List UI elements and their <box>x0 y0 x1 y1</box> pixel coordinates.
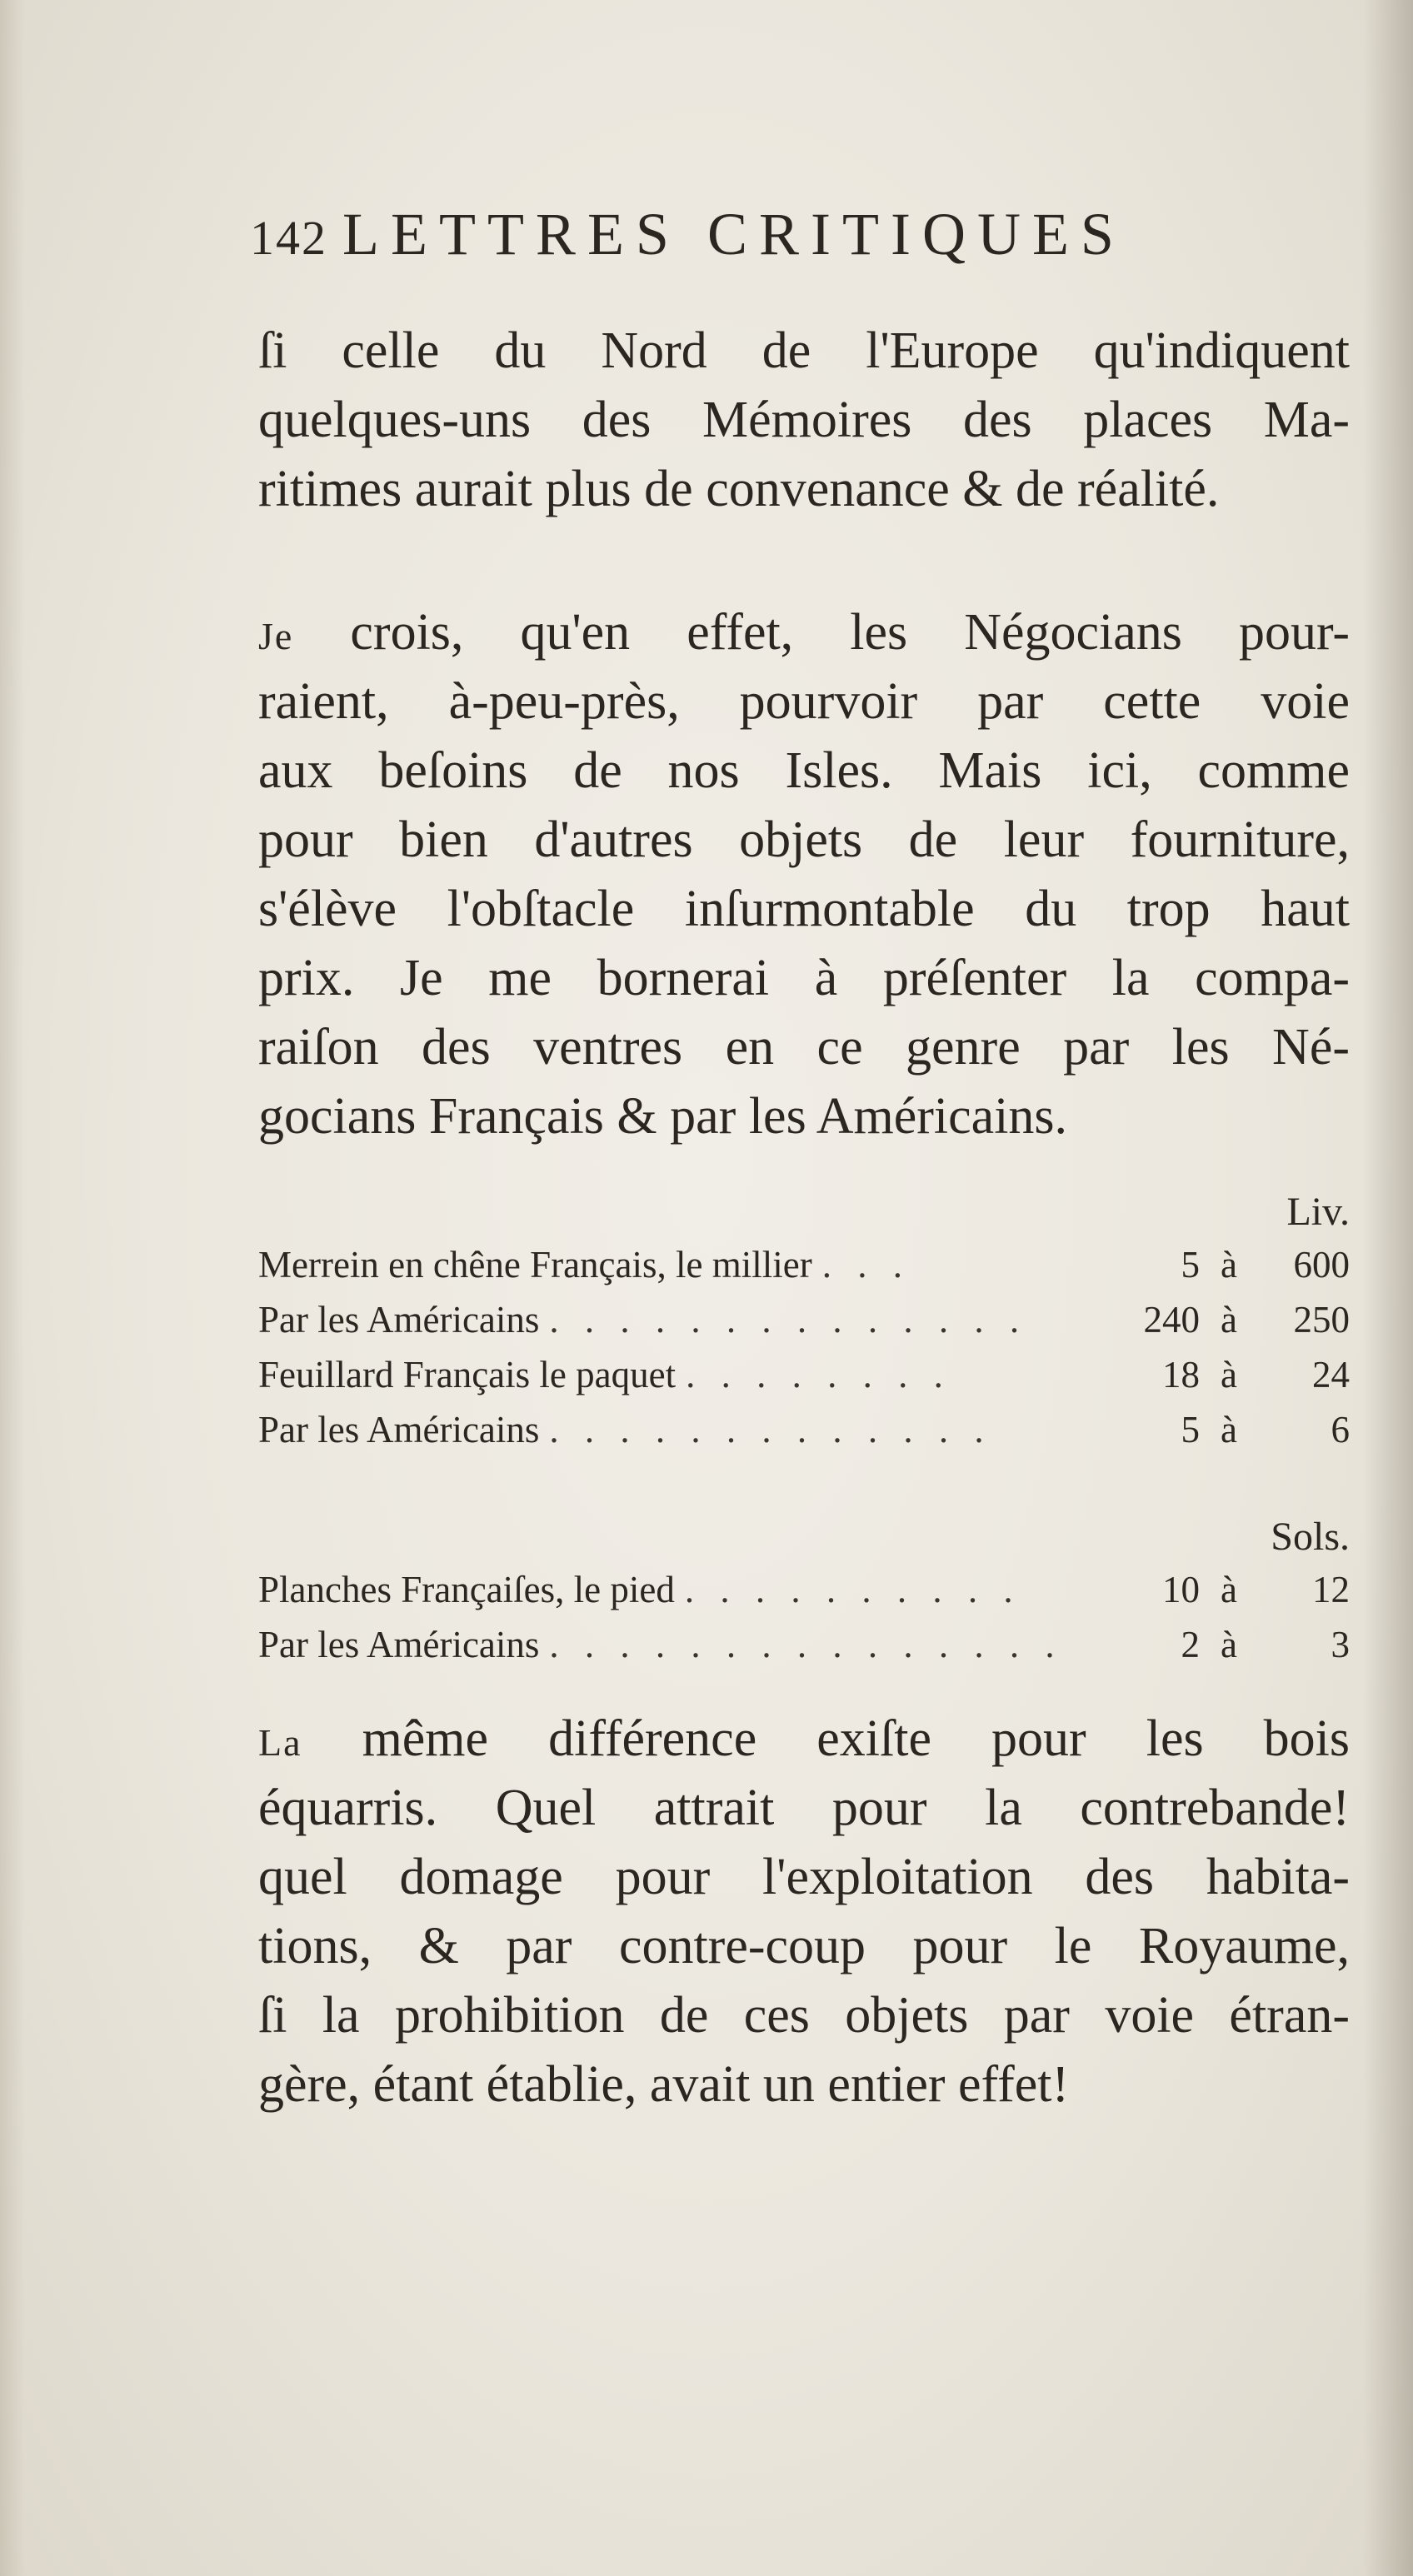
paragraph-initial: La <box>258 1721 302 1764</box>
table-row <box>258 1562 1350 1617</box>
leader-dots: . . . . . . . . . . . . . <box>549 1409 992 1450</box>
text-line: ritimes aurait plus de convenance & de réalité. <box>258 461 1220 517</box>
unit-header-livres: Liv. <box>1286 1190 1350 1234</box>
price-range <box>1108 1347 1350 1402</box>
price-sep: à <box>1221 1569 1237 1610</box>
price-to: 24 <box>1312 1354 1350 1395</box>
leader-dots: . . . . . . . . <box>686 1354 951 1395</box>
text-line: quelques-uns des Mémoires des places Ma- <box>258 392 1350 448</box>
price-to: 250 <box>1293 1299 1350 1340</box>
table-row <box>258 1237 1350 1292</box>
price-from: 240 <box>1143 1299 1200 1340</box>
row-label: Par les Américains <box>258 1409 540 1450</box>
text-line: ſi la prohibition de ces objets par voie étran- <box>258 1987 1350 2044</box>
text-line: ſi celle du Nord de l'Europe qu'indiquent <box>258 322 1350 379</box>
price-table-sols <box>258 1512 1350 1672</box>
price-to: 12 <box>1312 1569 1350 1610</box>
page-spine-shadow <box>1363 0 1413 2576</box>
price-to: 3 <box>1331 1624 1350 1665</box>
price-range <box>1108 1402 1350 1457</box>
paragraph-negocians <box>258 598 1350 1151</box>
paragraph-bois-equarris <box>258 1705 1350 2119</box>
paragraph-continuation <box>258 317 1350 524</box>
price-table-livres <box>258 1187 1350 1457</box>
price-sep: à <box>1221 1409 1237 1450</box>
text-line: gère, étant établie, avait un entier effet! <box>258 2056 1070 2113</box>
text-line: raiſon des ventres en ce genre par les Né- <box>258 1019 1350 1076</box>
table-row <box>258 1402 1350 1457</box>
price-range <box>1108 1562 1350 1617</box>
price-from: 10 <box>1162 1569 1200 1610</box>
price-range <box>1108 1617 1350 1672</box>
text-line-rest: crois, qu'en effet, les Négocians pour- <box>350 604 1350 661</box>
leader-dots: . . . <box>821 1244 911 1286</box>
row-label: Feuillard Français le paquet <box>258 1354 677 1395</box>
price-from: 5 <box>1181 1409 1200 1450</box>
text-line-rest: même différence exiſte pour les bois <box>362 1710 1350 1767</box>
text-line-first <box>258 598 1350 667</box>
unit-header-sols: Sols. <box>1271 1515 1350 1559</box>
price-to: 6 <box>1331 1409 1350 1450</box>
price-sep: à <box>1221 1244 1237 1286</box>
price-from: 2 <box>1181 1624 1200 1665</box>
leader-dots: . . . . . . . . . . <box>684 1569 1021 1610</box>
row-label: Merrein en chêne Français, le millier <box>258 1244 812 1286</box>
price-from: 5 <box>1181 1244 1200 1286</box>
text-line: équarris. Quel attrait pour la contrebande! <box>258 1780 1350 1836</box>
text-line: tions, & par contre-coup pour le Royaume, <box>258 1918 1350 1974</box>
price-from: 18 <box>1162 1354 1200 1395</box>
text-line: s'élève l'obſtacle inſurmontable du trop haut <box>258 881 1350 937</box>
table-row <box>258 1292 1350 1347</box>
price-sep: à <box>1221 1624 1237 1665</box>
row-label: Par les Américains <box>258 1624 540 1665</box>
price-to: 600 <box>1293 1244 1350 1286</box>
text-line: aux beſoins de nos Isles. Mais ici, comme <box>258 742 1350 799</box>
text-line: gocians Français & par les Américains. <box>258 1088 1068 1145</box>
text-line: pour bien d'autres objets de leur fourniture, <box>258 811 1350 868</box>
table-row <box>258 1617 1350 1672</box>
text-line: prix. Je me bornerai à préſenter la compa- <box>258 950 1350 1006</box>
row-label: Par les Américains <box>258 1299 540 1340</box>
page-number: 142 <box>250 211 327 265</box>
price-sep: à <box>1221 1299 1237 1340</box>
text-line-first <box>258 1705 1350 1774</box>
paragraph-initial: Je <box>258 615 294 657</box>
text-line: raient, à-peu-près, pourvoir par cette voie <box>258 673 1350 730</box>
price-range <box>1108 1292 1350 1347</box>
page-header <box>250 200 1333 283</box>
table-row <box>258 1347 1350 1402</box>
row-label: Planches Françaiſes, le pied <box>258 1569 675 1610</box>
price-range <box>1108 1237 1350 1292</box>
page-left-edge-shading <box>0 0 25 2576</box>
leader-dots: . . . . . . . . . . . . . . . <box>549 1624 1063 1665</box>
running-title: LETTRES CRITIQUES <box>342 201 1126 267</box>
price-sep: à <box>1221 1354 1237 1395</box>
text-line: quel domage pour l'exploitation des habita- <box>258 1849 1350 1905</box>
leader-dots: . . . . . . . . . . . . . . <box>549 1299 1028 1340</box>
